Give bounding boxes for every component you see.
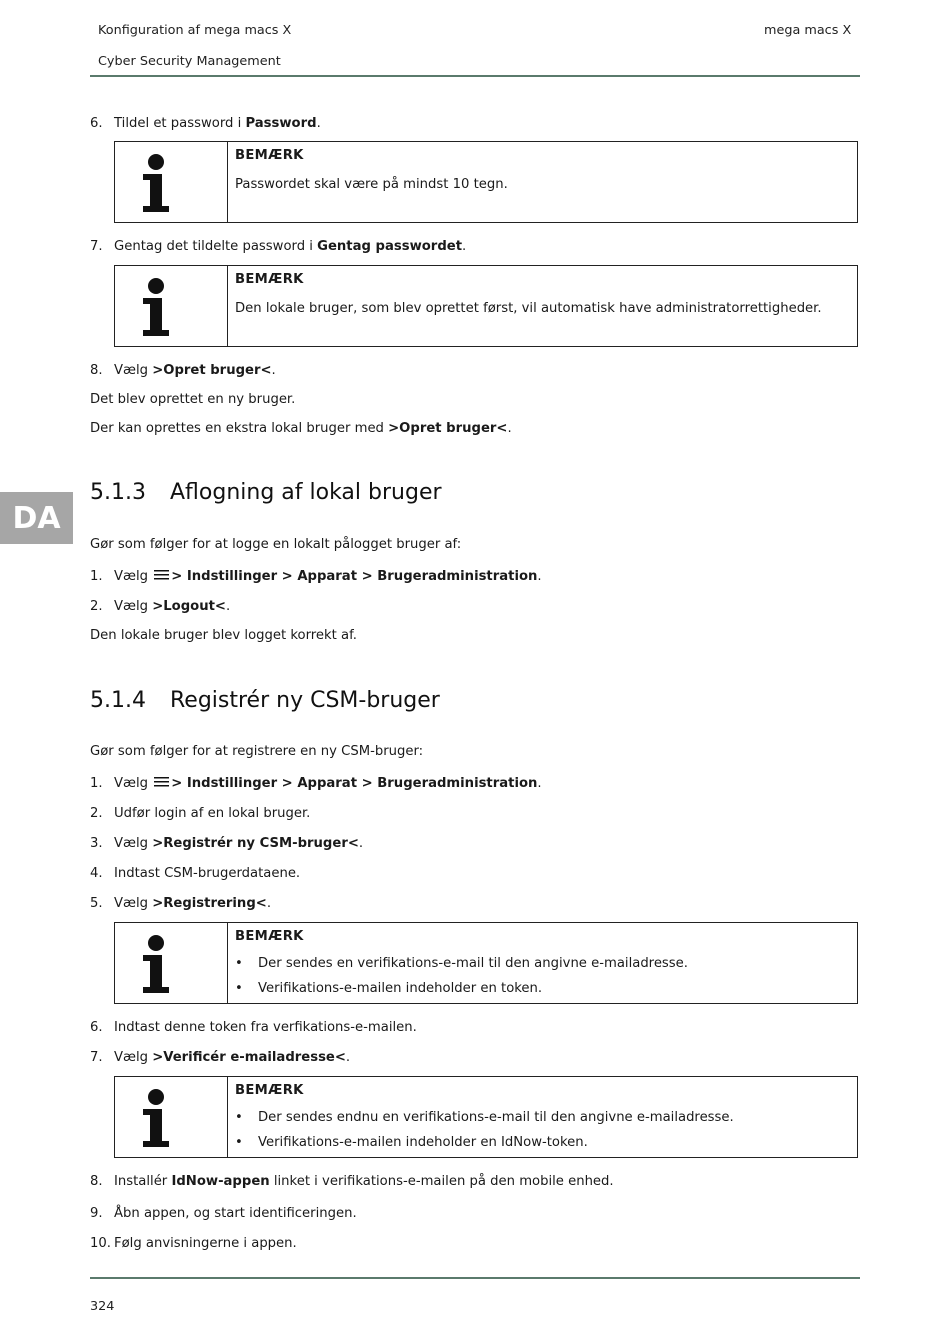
note-bullet: • Verifikations-e-mailen indeholder en IdNow-token. xyxy=(235,1135,588,1150)
section-heading-5-1-4 xyxy=(90,688,440,713)
step-text: Vælg xyxy=(114,896,153,911)
note-text: Passwordet skal være på mindst 10 tegn. xyxy=(235,177,508,192)
page-number: 324 xyxy=(90,1299,115,1314)
section-outro: Den lokale bruger blev logget korrekt af. xyxy=(90,628,357,643)
note-icon-cell xyxy=(115,1077,228,1157)
header-doc-title: Konfiguration af mega macs X xyxy=(98,23,292,38)
info-icon xyxy=(137,935,175,995)
note-bullet-text: Der sendes endnu en verifikations-e-mail til den angivne e-mailadresse. xyxy=(258,1110,734,1125)
result-paragraph: Det blev oprettet en ny bruger. xyxy=(90,392,296,407)
step-ui-element: > Indstillinger > Apparat > Brugeradministration xyxy=(171,776,538,791)
header-rule xyxy=(90,75,860,77)
step-6 xyxy=(90,116,321,131)
info-paragraph xyxy=(90,421,512,436)
step-9 xyxy=(90,1206,357,1221)
note-content xyxy=(235,148,849,192)
step-ui-element: >Verificér e-mailadresse< xyxy=(152,1050,346,1065)
language-tab xyxy=(0,492,73,544)
note-content xyxy=(235,1083,849,1150)
paragraph-text: Der kan oprettes en ekstra lokal bruger med xyxy=(90,421,389,436)
note-text: Den lokale bruger, som blev oprettet først, vil automatisk have administratorrettigheder. xyxy=(235,301,822,316)
step-text: Installér xyxy=(114,1174,172,1189)
header-section-title: Cyber Security Management xyxy=(98,54,281,69)
step-2 xyxy=(90,806,310,821)
menu-icon xyxy=(154,776,169,788)
step-text-end: . xyxy=(345,1050,351,1065)
step-2 xyxy=(90,599,230,614)
step-1 xyxy=(90,569,542,584)
note-title: BEMÆRK xyxy=(235,1083,304,1098)
step-text: Vælg xyxy=(114,776,153,791)
step-4 xyxy=(90,866,300,881)
section-title: Aflogning af lokal bruger xyxy=(170,480,442,505)
step-number: 6. xyxy=(90,1020,103,1035)
note-box xyxy=(114,265,858,347)
note-icon-cell xyxy=(115,142,228,222)
step-8 xyxy=(90,363,276,378)
step-number: 10. xyxy=(90,1236,111,1251)
step-number: 2. xyxy=(90,599,103,614)
note-content xyxy=(235,272,849,316)
note-bullet: • Verifikations-e-mailen indeholder en token. xyxy=(235,981,543,996)
step-text: Tildel et password i xyxy=(114,116,246,131)
note-bullet-text: Verifikations-e-mailen indeholder en IdNow-token. xyxy=(258,1135,588,1150)
step-text: Indtast denne token fra verfikations-e-mailen. xyxy=(114,1020,417,1035)
step-number: 7. xyxy=(90,239,103,254)
step-7 xyxy=(90,239,466,254)
paragraph-ui-element: >Opret bruger< xyxy=(388,421,508,436)
step-number: 6. xyxy=(90,116,103,131)
step-number: 7. xyxy=(90,1050,103,1065)
note-icon-cell xyxy=(115,266,228,346)
step-ui-element: IdNow-appen xyxy=(171,1174,270,1189)
step-number: 4. xyxy=(90,866,103,881)
step-number: 9. xyxy=(90,1206,103,1221)
language-tab-label: DA xyxy=(12,500,61,536)
step-text-end: . xyxy=(537,776,542,791)
step-ui-element: Gentag passwordet xyxy=(317,239,463,254)
note-bullet: • Der sendes en verifikations-e-mail til den angivne e-mailadresse. xyxy=(235,956,688,971)
step-text: Indtast CSM-brugerdataene. xyxy=(114,866,301,881)
step-text: Vælg xyxy=(114,363,153,378)
step-text-end: linket i verifikations-e-mailen på den mobile enhed. xyxy=(269,1174,614,1189)
step-text: Vælg xyxy=(114,599,153,614)
note-box xyxy=(114,1076,858,1158)
info-icon xyxy=(137,154,175,214)
step-text: Vælg xyxy=(114,569,153,584)
step-8 xyxy=(90,1174,614,1189)
step-number: 5. xyxy=(90,896,103,911)
step-ui-element: >Logout< xyxy=(152,599,226,614)
step-text-end: . xyxy=(316,116,321,131)
step-number: 8. xyxy=(90,363,103,378)
header-product-name: mega macs X xyxy=(764,23,852,38)
step-text: Vælg xyxy=(114,1050,153,1065)
step-number: 1. xyxy=(90,776,103,791)
note-content xyxy=(235,929,849,996)
step-ui-element: >Registrér ny CSM-bruger< xyxy=(152,836,359,851)
note-box xyxy=(114,922,858,1004)
paragraph-text-end: . xyxy=(507,421,512,436)
note-bullet: • Der sendes endnu en verifikations-e-mail til den angivne e-mailadresse. xyxy=(235,1110,734,1125)
info-icon xyxy=(137,278,175,338)
step-text: Åbn appen, og start identificeringen. xyxy=(114,1206,357,1221)
note-title: BEMÆRK xyxy=(235,929,304,944)
step-ui-element: Password xyxy=(245,116,317,131)
menu-icon xyxy=(154,569,169,581)
section-intro: Gør som følger for at logge en lokalt pålogget bruger af: xyxy=(90,537,462,552)
note-bullet-text: Verifikations-e-mailen indeholder en token. xyxy=(258,981,543,996)
step-text-end: . xyxy=(462,239,467,254)
step-text: Vælg xyxy=(114,836,153,851)
step-3 xyxy=(90,836,363,851)
step-text: Udfør login af en lokal bruger. xyxy=(114,806,311,821)
note-icon-cell xyxy=(115,923,228,1003)
step-ui-element: > Indstillinger > Apparat > Brugeradministration xyxy=(171,569,538,584)
step-text: Gentag det tildelte password i xyxy=(114,239,318,254)
footer-rule xyxy=(90,1277,860,1279)
step-ui-element: >Opret bruger< xyxy=(152,363,272,378)
section-intro: Gør som følger for at registrere en ny CSM-bruger: xyxy=(90,744,424,759)
step-ui-element: >Registrering< xyxy=(152,896,267,911)
section-number: 5.1.4 xyxy=(90,688,146,713)
step-1 xyxy=(90,776,542,791)
note-box xyxy=(114,141,858,223)
step-number: 8. xyxy=(90,1174,103,1189)
step-text-end: . xyxy=(271,363,276,378)
note-title: BEMÆRK xyxy=(235,148,304,163)
step-6 xyxy=(90,1020,417,1035)
step-7 xyxy=(90,1050,350,1065)
step-10 xyxy=(90,1236,297,1251)
note-title: BEMÆRK xyxy=(235,272,304,287)
info-icon xyxy=(137,1089,175,1149)
note-bullet-text: Der sendes en verifikations-e-mail til den angivne e-mailadresse. xyxy=(258,956,688,971)
step-text-end: . xyxy=(358,836,364,851)
section-heading-5-1-3 xyxy=(90,480,442,505)
section-number: 5.1.3 xyxy=(90,480,146,505)
step-number: 1. xyxy=(90,569,103,584)
step-text-end: . xyxy=(266,896,272,911)
step-number: 2. xyxy=(90,806,103,821)
step-text-end: . xyxy=(225,599,231,614)
step-text-end: . xyxy=(537,569,542,584)
step-number: 3. xyxy=(90,836,103,851)
step-text: Følg anvisningerne i appen. xyxy=(114,1236,297,1251)
section-title: Registrér ny CSM-bruger xyxy=(170,688,440,713)
step-5 xyxy=(90,896,271,911)
